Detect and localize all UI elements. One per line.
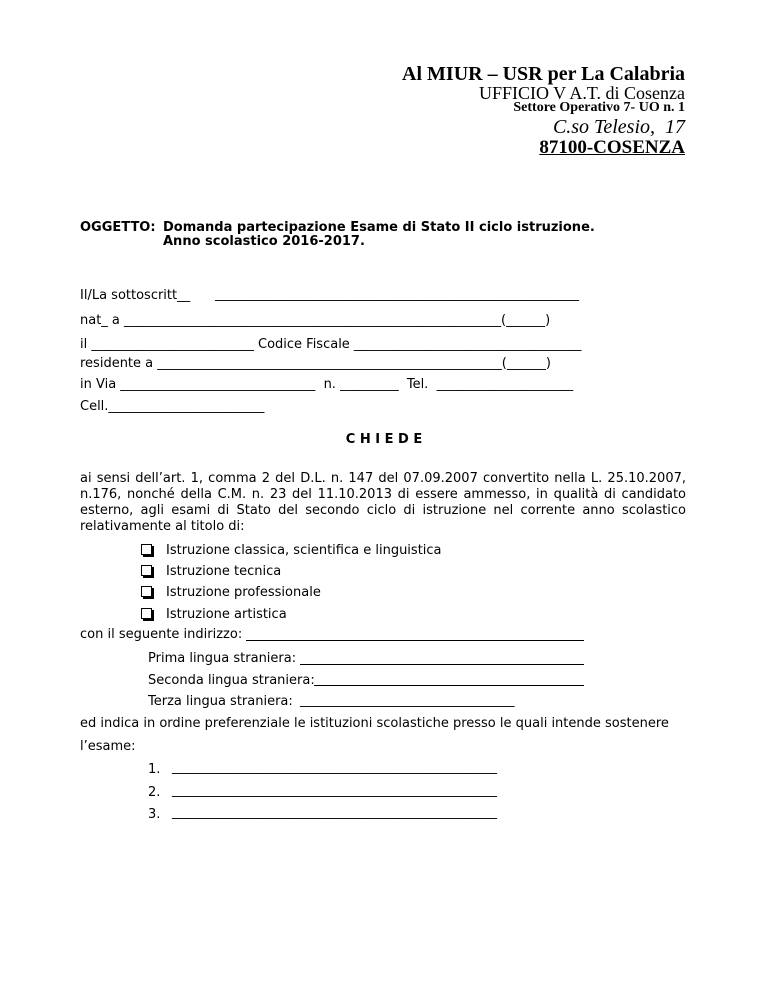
school-number: 1. — [148, 762, 161, 777]
checkbox-icon[interactable] — [141, 608, 152, 619]
subject-line-2: Anno scolastico 2016-2017. — [163, 234, 365, 249]
terza-lingua-label: Terza lingua straniera: — [148, 694, 293, 709]
school-number: 2. — [148, 785, 161, 800]
option-label: Istruzione tecnica — [166, 564, 282, 579]
option-professionale[interactable] — [141, 585, 321, 600]
seconda-lingua-field[interactable] — [314, 685, 584, 686]
terza-lingua-field[interactable]: _________________________________ — [300, 693, 515, 708]
subject-line-1: Domanda partecipazione Esame di Stato II ciclo istruzione. — [163, 220, 595, 235]
option-classica[interactable] — [141, 543, 442, 558]
prima-lingua-field[interactable] — [300, 664, 584, 665]
request-paragraph: ai sensi dell’art. 1, comma 2 del D.L. n. 147 del 07.09.2007 convertito nella L. 25.10.2007, n.176, nonché della C.M. n. 23 del 11.10.2013 di essere ammesso, in qualità di candidato esterno, agli esami di Stato del secondo ciclo di istruzione nel corrente anno scolastico relativamente al titolo di: — [80, 471, 686, 534]
cellulare-field[interactable]: Cell.________________________ — [80, 399, 265, 414]
checkbox-icon[interactable] — [141, 586, 152, 597]
subject-label: OGGETTO: — [80, 220, 156, 235]
residente-field[interactable]: residente a _____________________________________________________(______) — [80, 356, 551, 371]
prima-lingua-label: Prima lingua straniera: — [148, 651, 297, 666]
option-label: Istruzione classica, scientifica e linguistica — [166, 543, 442, 558]
recipient-line-4: C.so Telesio, 17 — [552, 116, 685, 138]
sottoscritto-field[interactable]: ________________________________________________________ — [215, 287, 579, 302]
recipient-line-2: UFFICIO V A.T. di Cosenza — [478, 83, 685, 103]
preference-text-line-2: l’esame: — [80, 739, 136, 754]
option-artistica[interactable] — [141, 607, 287, 622]
school-field[interactable]: __________________________________________________ — [172, 805, 497, 820]
option-label: Istruzione artistica — [166, 607, 287, 622]
checkbox-icon[interactable] — [141, 565, 152, 576]
chiede-heading: C H I E D E — [345, 432, 423, 447]
option-tecnica[interactable] — [141, 564, 281, 579]
option-label: Istruzione professionale — [166, 585, 321, 600]
school-field[interactable]: __________________________________________________ — [172, 760, 497, 775]
data-codice-fiscale-field[interactable]: il _________________________ Codice Fiscale ___________________________________ — [80, 337, 582, 352]
school-number: 3. — [148, 807, 161, 822]
indirizzo-label: con il seguente indirizzo: — [80, 627, 243, 642]
checkbox-icon[interactable] — [141, 544, 152, 555]
sottoscritto-label: Il/La sottoscritt__ — [80, 288, 191, 303]
nato-field[interactable]: nat_ a __________________________________________________________(______) — [80, 313, 551, 328]
recipient-line-1: Al MIUR – USR per La Calabria — [402, 63, 685, 85]
via-telefono-field[interactable]: in Via ______________________________ n. _________ Tel. _____________________ — [80, 377, 574, 392]
school-field[interactable]: __________________________________________________ — [172, 783, 497, 798]
seconda-lingua-label: Seconda lingua straniera: — [148, 673, 315, 688]
preference-text-line-1: ed indica in ordine preferenziale le istituzioni scolastiche presso le quali intende sostenere — [80, 716, 669, 731]
recipient-line-3: Settore Operativo 7- UO n. 1 — [513, 100, 685, 115]
recipient-line-5: 87100-COSENZA — [539, 137, 685, 158]
indirizzo-field[interactable] — [246, 640, 584, 641]
